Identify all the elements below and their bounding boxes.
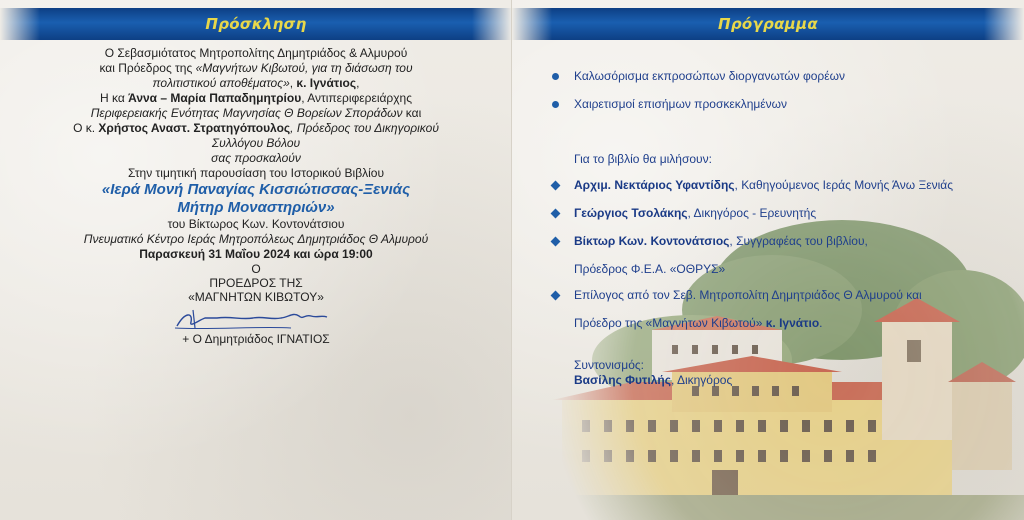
moderator-role: , Δικηγόρος [670, 373, 733, 387]
signature-block [40, 262, 472, 304]
program-item-text: Χαιρετισμοί επισήμων προσκεκλημένων [574, 97, 788, 111]
moderator [574, 373, 732, 387]
book-title-line1: «Ιερά Μονή Παναγίας Κισσιώτισσας-Ξενιάς [101, 181, 411, 198]
inviter-3-prefix: Ο κ. [73, 121, 99, 135]
event-datetime: Παρασκευή 31 Μαΐου 2024 και ώρα 19:00 [139, 247, 373, 261]
inviter-3-line2: Συλλόγου Βόλου [211, 136, 301, 150]
sig-line1: Ο [251, 262, 261, 276]
inviter-2-name: Άννα – Μαρία Παπαδημητρίου [128, 91, 302, 105]
moderator-name: Βασίλης Φυτιλής [574, 373, 671, 387]
sig-line3: «ΜΑΓΝΗΤΩΝ ΚΙΒΩΤΟΥ» [188, 290, 324, 304]
program-item [552, 69, 845, 83]
program-item [552, 97, 787, 111]
inviter-1-line3a: πολιτιστικού αποθέματος» [152, 76, 290, 90]
presentation-line: Στην τιμητική παρουσίαση του Ιστορικού Βιβλίου [127, 166, 385, 180]
inviter-2-line2: Περιφερειακής Ενότητας Μαγνησίας Θ Βορείων Σποράδων [90, 106, 403, 120]
speaker-role: , Καθηγούμενος Ιεράς Μονής Άνω Ξενιάς [734, 178, 954, 192]
speaker-item [552, 178, 953, 192]
inviter-3-role: , Πρόεδρος του Δικηγορικού [290, 121, 439, 135]
bullet-diamond-icon [552, 292, 566, 299]
inviter-1-name: κ. Ιγνάτιος [296, 76, 357, 90]
epilogue-line2-text: Πρόεδρο της «Μαγνήτων Κιβωτού» [574, 316, 763, 330]
inviter-3 [40, 121, 472, 151]
inviter-1-line3b: , [289, 76, 297, 90]
event-venue: Πνευματικό Κέντρο Ιεράς Μητροπόλεως Δημητριάδος Θ Αλμυρού [83, 232, 429, 246]
speaker-name: Αρχιμ. Νεκτάριος Υφαντίδης [574, 178, 735, 192]
inviter-2-prefix: Η κα [99, 91, 129, 105]
sig-line2: ΠΡΟΕΔΡΟΣ ΤΗΣ [209, 276, 303, 290]
signatory-name: + Ο Δημητριάδος ΙΓΝΑΤΙΟΣ [182, 332, 330, 346]
program-panel [512, 0, 1024, 520]
speaker-name: Γεώργιος Τσολάκης [574, 206, 688, 220]
moderator-label: Συντονισμός: [574, 358, 645, 372]
book-title-line2: Μήτηρ Μοναστηριών» [177, 199, 335, 216]
invitation-header-bar [0, 8, 512, 40]
inviter-1-line3d: , [356, 76, 360, 90]
invitation-header-title: Πρόσκληση [205, 15, 307, 33]
bullet-diamond-icon [552, 238, 566, 245]
inviter-2 [40, 91, 472, 121]
speakers-intro: Για το βιβλίο θα μιλήσουν: [574, 152, 712, 166]
invitation-body [40, 46, 472, 347]
program-header-title: Πρόγραμμα [718, 15, 818, 33]
bullet-diamond-icon [552, 182, 566, 189]
program-item-text: Καλωσόρισμα εκπροσώπων διοργανωτών φορέων [574, 69, 845, 83]
epilogue-line2-end: . [819, 316, 823, 330]
epilogue-line2 [574, 316, 823, 330]
bullet-dot-icon [552, 73, 566, 80]
handwritten-signature [171, 306, 341, 332]
epilogue-line1: Επίλογος από τον Σεβ. Μητροπολίτη Δημητριάδος Θ Αλμυρού και [574, 288, 922, 302]
program-body [512, 0, 1024, 520]
speaker-3-role-line2: Πρόεδρος Φ.Ε.Α. «ΟΘΡΥΣ» [574, 262, 726, 276]
inviter-2-role: , Αντιπεριφερειάρχης [301, 91, 413, 105]
speaker-item [552, 234, 868, 248]
inviter-3-name: Χρήστος Αναστ. Στρατηγόπουλος [98, 121, 291, 135]
inviter-1 [40, 46, 472, 91]
inviter-1-line1: Ο Σεβασμιότατος Μητροπολίτης Δημητριάδος & Αλμυρού [104, 46, 408, 60]
speaker-role: , Δικηγόρος - Ερευνητής [687, 206, 817, 220]
epilogue-line2-name: κ. Ιγνάτιο [762, 316, 820, 330]
inviter-1-line2a: και Πρόεδρος της [99, 61, 196, 75]
inviter-1-line2b: «Μαγνήτων Κιβωτού, για τη διάσωση του [195, 61, 413, 75]
book-author: του Βίκτωρος Κων. Κοντονάτσιου [167, 217, 345, 231]
book-title [40, 181, 472, 217]
bullet-diamond-icon [552, 210, 566, 217]
speaker-role: , Συγγραφέας του βιβλίου, [729, 234, 868, 248]
inviter-2-line2end: και [402, 106, 422, 120]
speaker-name: Βίκτωρ Κων. Κοντονάτσιος [574, 234, 730, 248]
speaker-item [552, 206, 816, 220]
epilogue-item [552, 288, 922, 302]
bullet-dot-icon [552, 101, 566, 108]
invite-phrase: σας προσκαλούν [211, 151, 301, 165]
